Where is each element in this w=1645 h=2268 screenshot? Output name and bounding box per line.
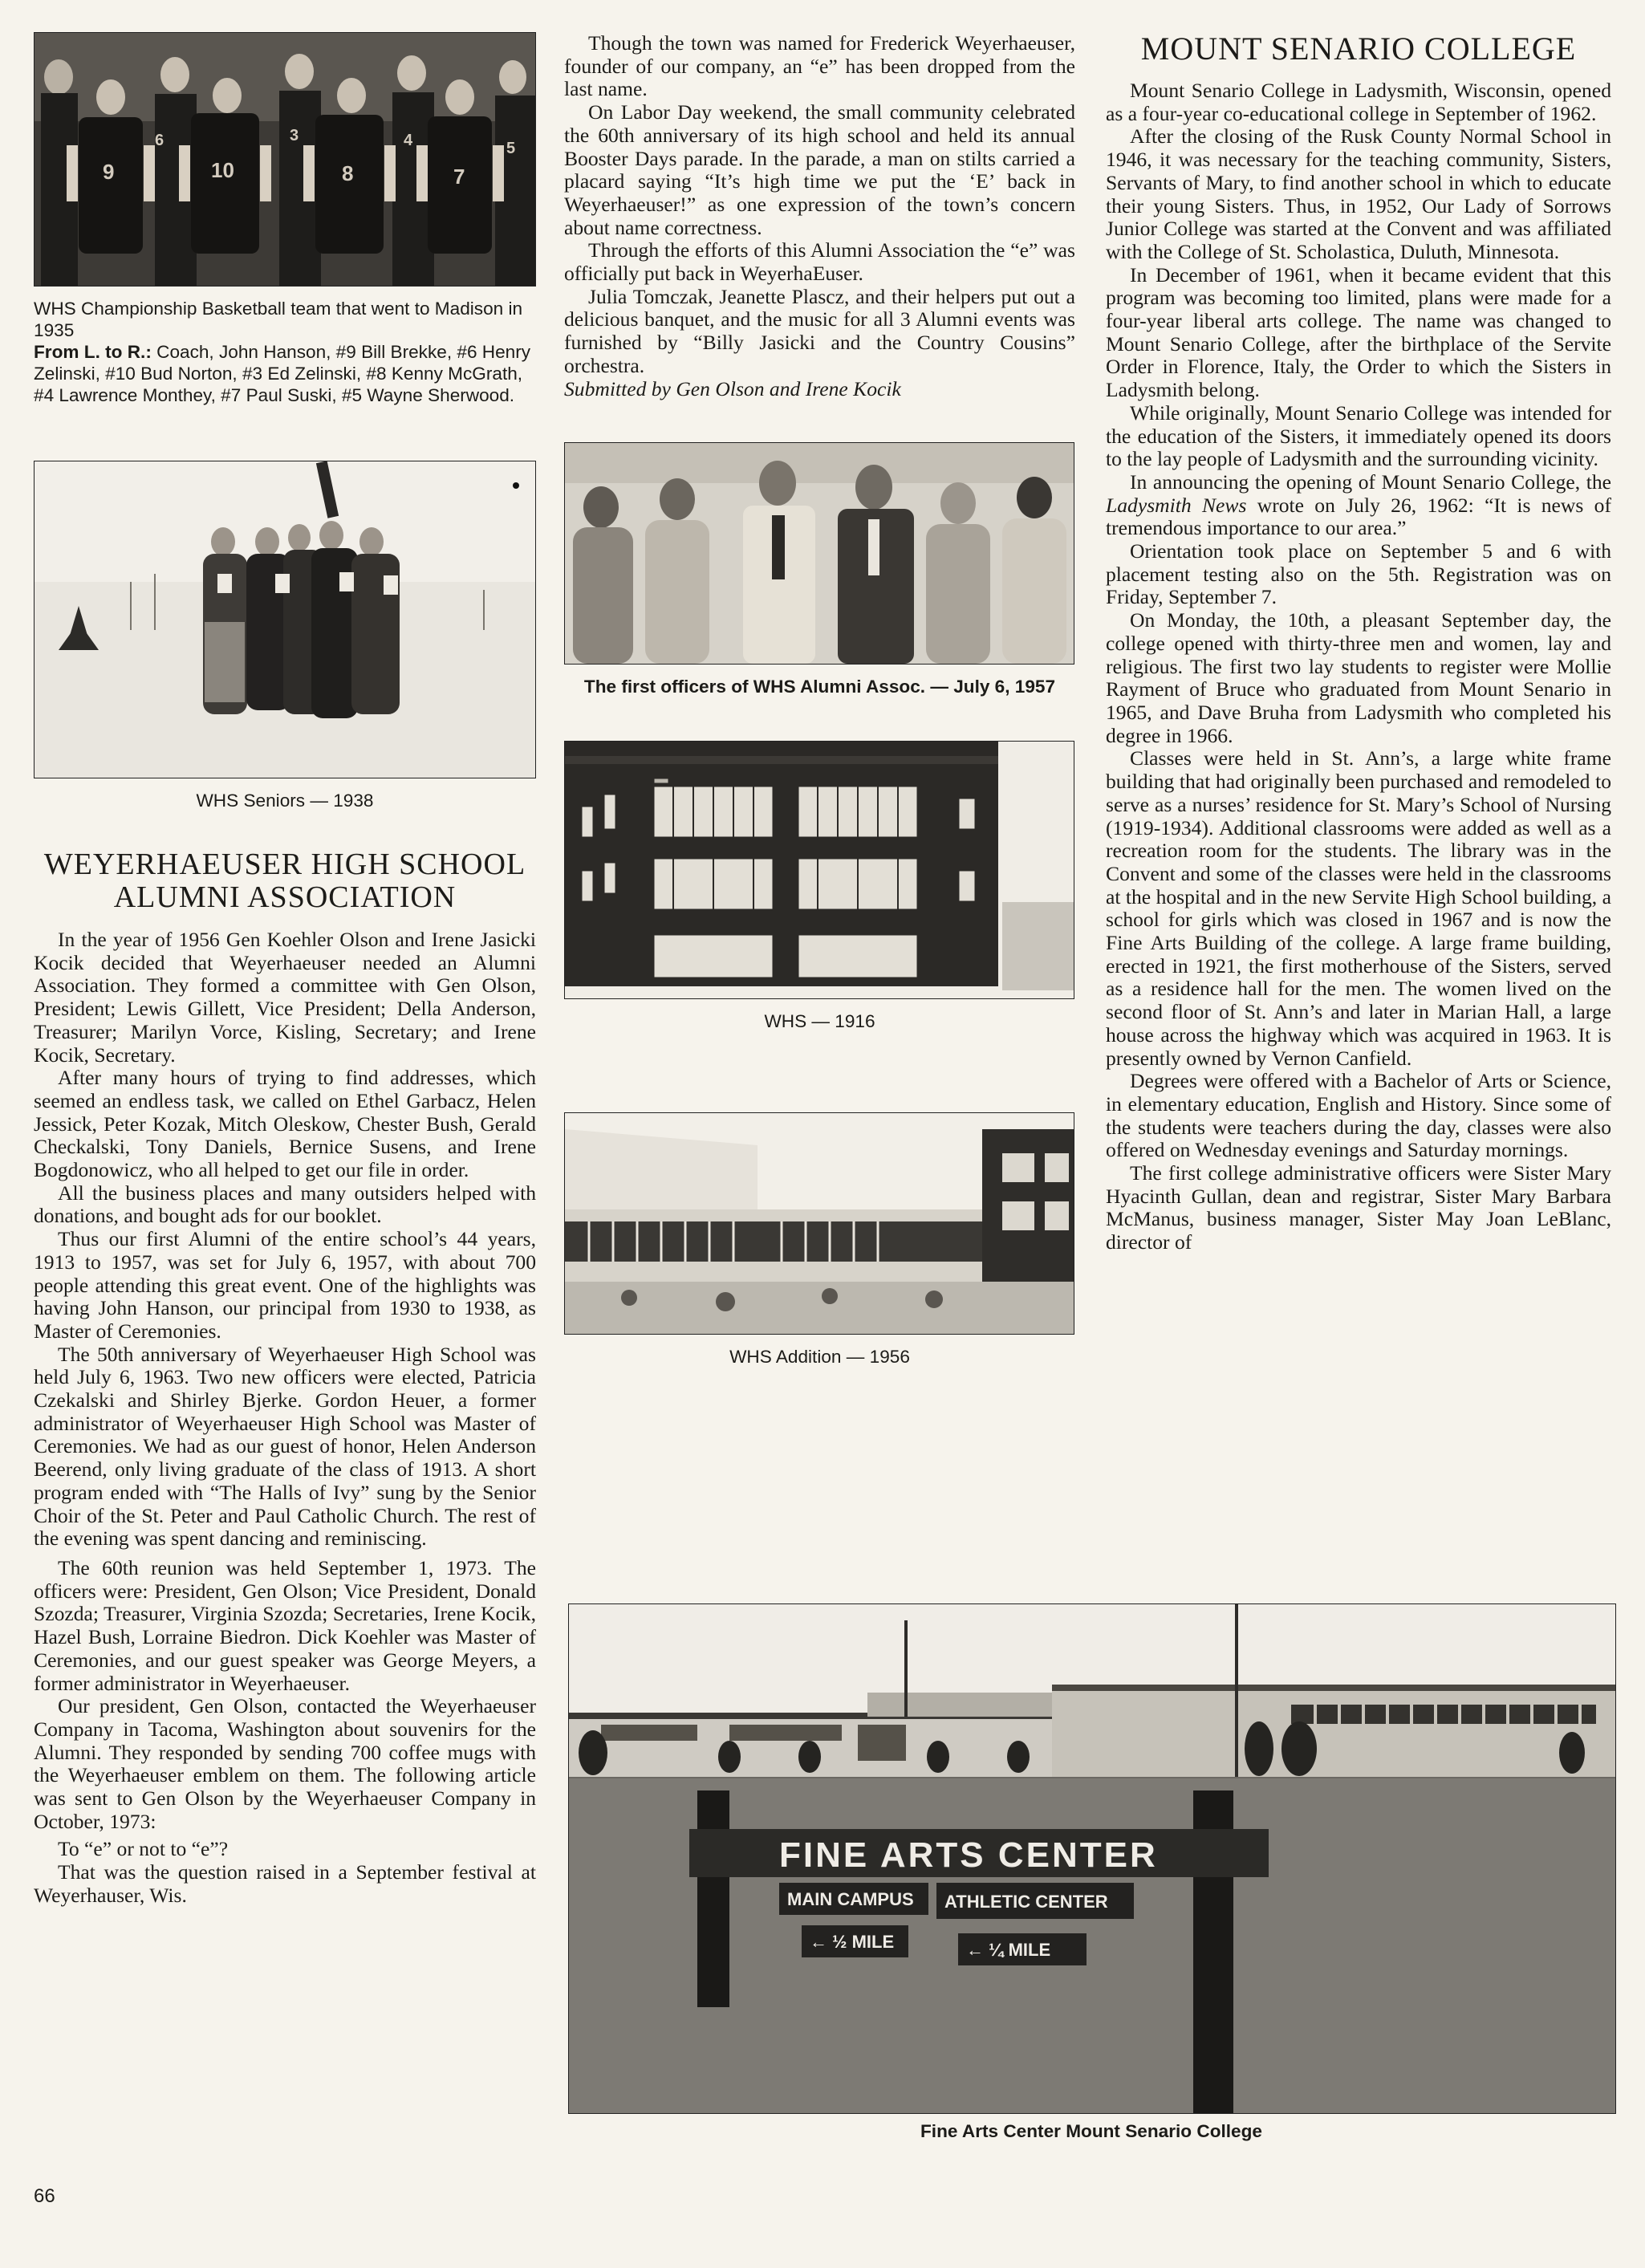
seniors-photo-caption: WHS Seniors — 1938: [196, 791, 374, 811]
article-paragraph: The first college administrative officers were Sister Mary Hyacinth Gullan, dean and registrar, Sister Mary Barbara McManus, business manager, Sister May Joan LeBlanc, director of: [1106, 1161, 1611, 1254]
fine-arts-center-photo: [568, 1603, 1616, 2114]
article-paragraph: Mount Senario College in Ladysmith, Wisconsin, opened as a four-year co-educational college in September of 1962.: [1106, 79, 1611, 125]
sign-athletic-center: ATHLETIC CENTER: [944, 1892, 1108, 1912]
middle-column: [564, 32, 1075, 1368]
article-paragraph: The 50th anniversary of Weyerhaeuser High School was held July 6, 1963. Two new officers were elected, Patricia Czekalski and Shirley Bjerke. Gordon Heuer, a former administrator of Weyerhaeuser High School was Master of Ceremonies. We had as our guest of honor, Helen Anderson Beerend, only living graduate of the class of 1913. A short program ended with “The Halls of Ivy” sung by the Senior Choir of the St. Peter and Paul Catholic Church. The rest of the evening was spent dancing and reminiscing.: [34, 1342, 536, 1551]
article-signature: Submitted by Gen Olson and Irene Kocik: [564, 376, 901, 400]
fine-arts-center-caption: Fine Arts Center Mount Senario College: [920, 2121, 1262, 2141]
basketball-team-photo: [34, 32, 536, 287]
article-paragraph: Degrees were offered with a Bachelor of Arts or Science, in elementary education, English and History. Since some of the students were teachers during the day, classes were also offered on Wednesday evenings and Saturday mornings.: [1106, 1069, 1611, 1162]
sign-main-campus-distance: ← ½ MILE: [810, 1932, 895, 1952]
basketball-caption-lead: From L. to R.:: [34, 342, 152, 362]
alumni-association-heading: WEYERHAEUSER HIGH SCHOOL ALUMNI ASSOCIATION: [43, 847, 526, 914]
basketball-caption-names: Coach, John Hanson, #9 Bill Brekke, #6 Henry Zelinski, #10 Bud Norton, #3 Ed Zelinski, #8 Kenny McGrath, #4 Lawrence Monthey, #7 Paul Suski, #5 Wayne Sherwood.: [34, 342, 531, 405]
whs-addition-photo: [564, 1112, 1074, 1335]
seniors-illustration: [35, 461, 535, 778]
article-paragraph: Thus our first Alumni of the entire school’s 44 years, 1913 to 1957, was set for July 6, 1957, with about 700 people attending this great event. One of the highlights was having John Hanson, our principal from 1930 to 1938, as Master of Ceremonies.: [34, 1227, 536, 1343]
announcing-lead: In announcing the opening of Mount Senario College, the: [1130, 469, 1611, 494]
first-officers-photo: [564, 442, 1074, 665]
article-paragraph: After the closing of the Rusk County Normal School in 1946, it was necessary for the teaching community, Sisters, Servants of Mary, to find another school in which to educate their young Sisters. Thus, in 1952, Our Lady of Sorrows Junior College was started at the Convent and was affiliated with the College of St. Scholastica, Duluth, Minnesota.: [1106, 124, 1611, 263]
article-paragraph: In December of 1961, when it became evident that this program was becoming too limited, plans were made for a four-year liberal arts college. The name was changed to Mount Senario College, after the birthplace of the Servite Order in Florence, Italy, the Order to which the Sisters in Ladysmith belong.: [1106, 262, 1611, 402]
officers-photo-caption: The first officers of WHS Alumni Assoc. — July 6, 1957: [583, 677, 1056, 697]
article-paragraph: Classes were held in St. Ann’s, a large white frame building that had originally been purchased and remodeled to serve as a nurses’ residence for St. Mary’s School of Nursing (1919-1934). Additional classrooms were added as well as a recreation room for the students. The library was in the Convent and some of the classes were held in the classrooms at the hospital and in the new Servite High School building, a school for girls which was closed in 1967 and is now the Fine Arts Building of the college. A large frame building, erected in 1921, the first motherhouse of the Sisters, served as a residence hall for the men. The women lived on the second floor of St. Ann’s and later in Marian Hall, a large house across the highway which was acquired in 1963. It is presently owned by Vernon Canfield.: [1106, 746, 1611, 1070]
article-paragraph: Through the efforts of this Alumni Association the “e” was officially put back in WeyerhaEuser.: [564, 238, 1075, 286]
officers-illustration: [565, 443, 1074, 664]
sign-athletic-center-distance: ← ¼ MILE: [966, 1940, 1051, 1960]
article-paragraph: While originally, Mount Senario College was intended for the education of the Sisters, it immediately opened its doors to the lay people of Ladysmith and the surrounding vicinity.: [1106, 400, 1611, 471]
basketball-photo-caption: [34, 298, 536, 406]
school-building-illustration: [565, 742, 1074, 998]
article-paragraph: Orientation took place on September 5 and 6 with placement testing also on the 5th. Registration was on Friday, September 7.: [1106, 539, 1611, 609]
mount-senario-article-body: [1106, 79, 1611, 1254]
jersey-number: 9: [103, 160, 115, 184]
jersey-number: 5: [506, 140, 516, 157]
article-paragraph: Our president, Gen Olson, contacted the Weyerhaeuser Company in Tacoma, Washington about souvenirs for the Alumni. They responded by sending 700 coffee mugs with the Weyerhaeuser emblem on them. The following article was sent to Gen Olson by the Weyerhaeuser Company in October, 1973:: [34, 1694, 536, 1833]
newspaper-title: Ladysmith News: [1106, 493, 1247, 517]
article-paragraph: To “e” or not to “e”?: [58, 1837, 229, 1861]
article-paragraph: All the business places and many outsiders helped with donations, and bought ads for our booklet.: [34, 1181, 536, 1228]
jersey-number: 4: [404, 132, 413, 149]
jersey-number: 6: [155, 132, 164, 149]
basketball-caption-title: WHS Championship Basketball team that went to Madison in 1935: [34, 299, 523, 340]
page-number: 66: [34, 2185, 55, 2207]
article-paragraph: Though the town was named for Frederick Weyerhaeuser, founder of our company, an “e” has been dropped from the last name.: [564, 31, 1075, 101]
mount-senario-heading: MOUNT SENARIO COLLEGE: [1140, 30, 1577, 67]
article-paragraph: That was the question raised in a September festival at Weyerhauser, Wis.: [34, 1860, 536, 1907]
jersey-number: 7: [453, 165, 465, 189]
article-paragraph: Julia Tomczak, Jeanette Plascz, and their helpers put out a delicious banquet, and the music for all 3 Alumni events was furnished by “Billy Jasicki and the Country Cousins” orchestra.: [564, 284, 1075, 377]
whs-1916-caption: WHS — 1916: [764, 1011, 875, 1032]
article-paragraph: On Monday, the 10th, a pleasant September day, the college opened with thirty-three men and women, lay and religious. The first two lay students to register were Mollie Rayment of Bruce who graduated from Mount Senario in 1965, and Dave Bruha from Ladysmith who completed his degree in 1966.: [1106, 608, 1611, 747]
whs-addition-caption: WHS Addition — 1956: [729, 1347, 910, 1368]
jersey-number: 10: [211, 158, 234, 182]
alumni-article-body: [34, 929, 536, 1908]
article-paragraph: On Labor Day weekend, the small community celebrated the 60th anniversary of its high school and held its annual Booster Days parade. In the parade, a man on stilts carried a placard saying “It’s high time we put the ‘E’ back in Weyerhaeuser!” as one expression of the town’s concern about name correctness.: [564, 100, 1075, 239]
jersey-number: 3: [290, 127, 299, 144]
jersey-number: 8: [342, 161, 354, 185]
right-column: [1106, 32, 1611, 1254]
whs-1916-photo: [564, 741, 1074, 999]
seniors-1938-photo: [34, 461, 536, 778]
addition-building-illustration: [565, 1113, 1074, 1334]
sign-fine-arts-center: FINE ARTS CENTER: [779, 1835, 1158, 1875]
sign-main-campus: MAIN CAMPUS: [787, 1889, 914, 1909]
article-paragraph: After many hours of trying to find addresses, which seemed an endless task, we called on Ethel Garbacz, Helen Jessick, Peter Kozak, Mitch Oleskow, Chester Bush, Gerald Checkalski, Tony Daniels, Bernice Susens, and Irene Bogdonowicz, who all helped to get our file in order.: [34, 1066, 536, 1182]
announcing-tail: wrote on July 26, 1962: “It is news of tremendous importance to our area.”: [1106, 493, 1611, 540]
left-column: [34, 32, 536, 1908]
basketball-team-illustration: [35, 33, 535, 286]
article-paragraph: [1106, 471, 1611, 540]
article-paragraph: The 60th reunion was held September 1, 1973. The officers were: President, Gen Olson; Vice President, Donald Szozda; Treasurer, Virginia Szozda; Secretaries, Irene Kocik, Hazel Bush, Lorraine Biedron. Dick Koehler was Master of Ceremonies, and our guest speaker was George Meyers, a former administrator in Weyerhaeuser.: [34, 1555, 536, 1695]
article-paragraph: In the year of 1956 Gen Koehler Olson and Irene Jasicki Kocik decided that Weyerhaeuser needed an Alumni Association. They formed a committee with Gen Olson, President; Lewis Gillett, Vice President; Della Anderson, Treasurer; Marilyn Vorce, Kisling, Secretary; and Irene Kocik, Secretary.: [34, 928, 536, 1067]
fine-arts-center-illustration: [569, 1604, 1615, 2113]
weyerhaeuser-e-article: [564, 32, 1075, 400]
